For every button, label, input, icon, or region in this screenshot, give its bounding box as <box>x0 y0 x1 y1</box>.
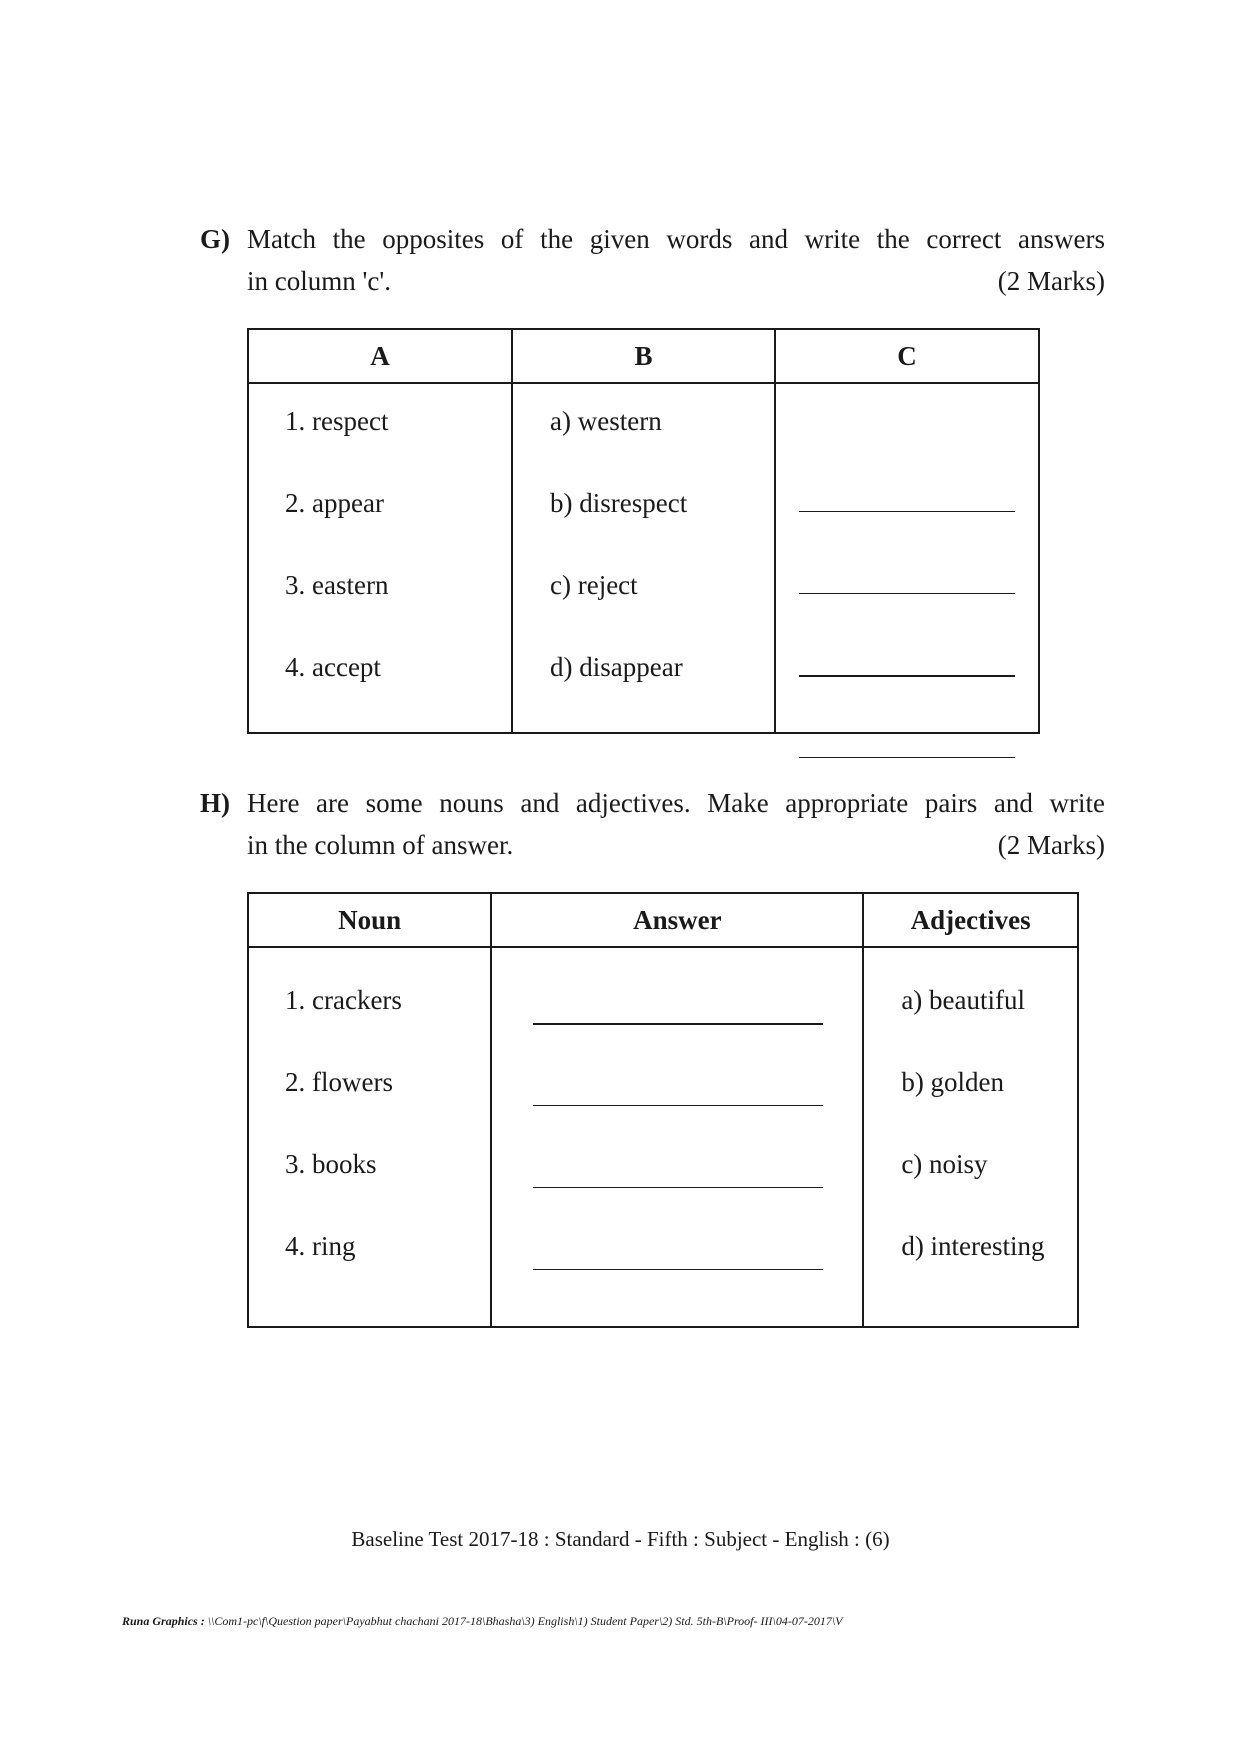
answer-blank-2[interactable] <box>533 1105 823 1106</box>
answer-blank-4[interactable] <box>533 1269 823 1270</box>
question-g-table <box>247 328 1040 734</box>
list-item: b) golden <box>901 1067 1005 1097</box>
question-g-marks: (2 Marks) <box>997 266 1105 296</box>
noun-header: Noun <box>248 893 491 947</box>
list-item: c) reject <box>550 570 638 600</box>
table-body-row <box>248 383 1039 733</box>
column-a-header: A <box>248 329 512 383</box>
answer-blank-3[interactable] <box>799 675 1015 677</box>
question-h-instruction-cont <box>247 824 1105 866</box>
question-h <box>200 782 1105 872</box>
list-item: d) disappear <box>550 652 683 682</box>
answer-column <box>491 947 863 1327</box>
page-footer: Baseline Test 2017-18 : Standard - Fifth : Subject - English : (6) <box>351 1527 890 1551</box>
answer-blank-3[interactable] <box>533 1187 823 1188</box>
list-item: 2. flowers <box>285 1067 393 1097</box>
question-g-instruction-cont <box>247 260 1105 302</box>
question-h-table <box>247 892 1079 1328</box>
list-item: c) noisy <box>901 1149 988 1179</box>
list-item: d) interesting <box>901 1231 1045 1261</box>
question-h-instruction: Here are some nouns and adjectives. Make appropriate pairs and write <box>247 788 1105 818</box>
question-g-label: G) <box>200 224 230 254</box>
list-item: 1. respect <box>285 406 389 436</box>
adjectives-header: Adjectives <box>863 893 1078 947</box>
question-h-label: H) <box>200 788 230 818</box>
column-c-header: C <box>775 329 1039 383</box>
credit-label: Runa Graphics : <box>122 1614 205 1628</box>
question-h-instruction-line2: in the column of answer. <box>247 830 514 860</box>
question-h-marks: (2 Marks) <box>997 830 1105 860</box>
noun-column <box>248 947 491 1327</box>
list-item: 3. books <box>285 1149 377 1179</box>
question-g-instruction-line2: in column 'c'. <box>247 266 391 296</box>
list-item: a) western <box>550 406 662 436</box>
credit-path: \\Com1-pc\f\Question paper\Payabhut chachani 2017-18\Bhasha\3) English\1) Student Paper\2) Std. 5th-B\Proof- III\04-07-2017\V <box>207 1614 843 1628</box>
question-g-instruction: Match the opposites of the given words and write the correct answers <box>247 224 1105 254</box>
answer-header: Answer <box>491 893 863 947</box>
list-item: b) disrespect <box>550 488 688 518</box>
list-item: 4. ring <box>285 1231 356 1261</box>
list-item: 4. accept <box>285 652 381 682</box>
print-credit <box>122 1614 843 1629</box>
answer-blank-2[interactable] <box>799 593 1015 594</box>
list-item: 2. appear <box>285 488 384 518</box>
answer-blank-1[interactable] <box>533 1023 823 1025</box>
column-b-header: B <box>512 329 775 383</box>
answer-blank-1[interactable] <box>799 511 1015 512</box>
list-item: a) beautiful <box>901 985 1026 1015</box>
column-b <box>512 383 775 733</box>
question-g <box>200 218 1105 308</box>
column-a <box>248 383 512 733</box>
table-body-row <box>248 947 1078 1327</box>
table-header-row <box>248 893 1078 947</box>
column-c <box>775 383 1039 733</box>
adjectives-column <box>863 947 1078 1327</box>
list-item: 1. crackers <box>285 985 402 1015</box>
table-header-row <box>248 329 1039 383</box>
answer-blank-4[interactable] <box>799 757 1015 758</box>
list-item: 3. eastern <box>285 570 389 600</box>
